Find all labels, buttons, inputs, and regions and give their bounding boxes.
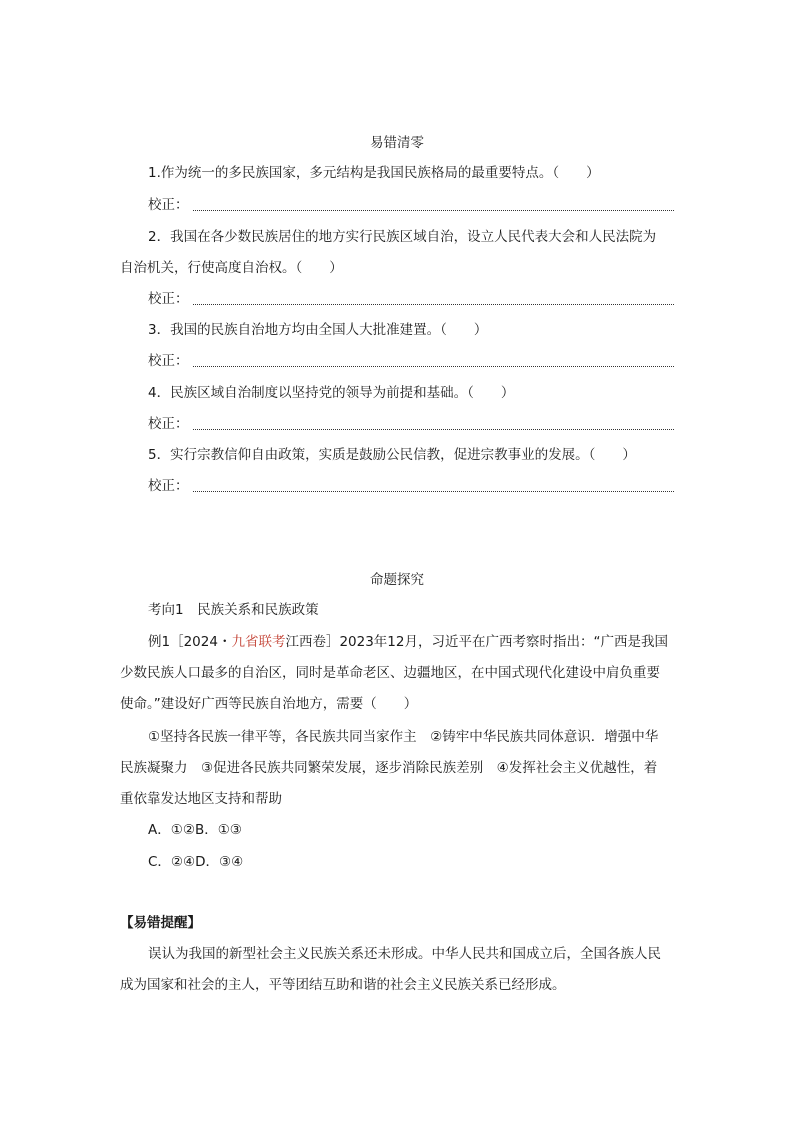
correction-row-2 [148, 289, 674, 309]
example-source-highlight: 九省联考 [231, 634, 286, 650]
question-2-line-2: 自治机关，行使高度自治权。（ ） [120, 260, 343, 276]
example-line-3: 使命。”建设好广西等民族自治地方，需要（ ） [120, 696, 418, 712]
question-3: 3．我国的民族自治地方均由全国人大批准建置。（ ） [148, 322, 488, 338]
section-title-inquiry: 命题探究 [370, 572, 424, 588]
correction-label: 校正： [148, 353, 189, 369]
correction-blank-2[interactable] [193, 303, 675, 305]
question-4: 4．民族区域自治制度以坚持党的领导为前提和基础。（ ） [148, 385, 515, 401]
question-2-line-1: 2．我国在各少数民族居住的地方实行民族区域自治，设立人民代表大会和人民法院为 [148, 229, 657, 245]
correction-row-3 [148, 351, 674, 371]
question-5: 5．实行宗教信仰自由政策，实质是鼓励公民信教，促进宗教事业的发展。（ ） [148, 447, 636, 463]
correction-blank-1[interactable] [193, 209, 675, 211]
choice-row-1: A．①②B．①③ [148, 822, 242, 838]
tip-line-2: 成为国家和社会的主人，平等团结互助和谐的社会主义民族关系已经形成。 [120, 977, 566, 993]
correction-blank-3[interactable] [193, 365, 675, 367]
tip-title: 【易错提醒】 [120, 915, 201, 931]
section-subtitle: 考向1 民族关系和民族政策 [148, 602, 319, 618]
options-line-1: ①坚持各民族一律平等，各民族共同当家作主 ②铸牢中华民族共同体意识．增强中华 [148, 729, 659, 745]
correction-blank-5[interactable] [193, 490, 675, 492]
example-line-1 [148, 632, 668, 652]
example-line-2: 少数民族人口最多的自治区，同时是革命老区、边疆地区，在中国式现代化建设中肩负重要 [120, 665, 660, 681]
correction-label: 校正： [148, 197, 189, 213]
correction-label: 校正： [148, 478, 189, 494]
options-line-2: 民族凝聚力 ③促进各民族共同繁荣发展，逐步消除民族差别 ④发挥社会主义优越性，着 [120, 760, 658, 776]
section-title-errors: 易错清零 [370, 135, 424, 151]
question-1: 1.作为统一的多民族国家，多元结构是我国民族格局的最重要特点。（ ） [148, 165, 600, 181]
example-suffix: 江西卷］2023年12月，习近平在广西考察时指出：“广西是我国 [285, 634, 668, 650]
correction-row-4 [148, 414, 674, 434]
correction-row-5 [148, 476, 674, 496]
correction-label: 校正： [148, 416, 189, 432]
choice-row-2: C．②④D．③④ [148, 854, 244, 870]
options-line-3: 重依靠发达地区支持和帮助 [120, 791, 282, 807]
correction-row-1 [148, 195, 674, 215]
correction-label: 校正： [148, 291, 189, 307]
correction-blank-4[interactable] [193, 428, 675, 430]
tip-line-1: 误认为我国的新型社会主义民族关系还未形成。中华人民共和国成立后，全国各族人民 [148, 946, 661, 962]
example-prefix: 例1［2024・ [148, 634, 232, 650]
